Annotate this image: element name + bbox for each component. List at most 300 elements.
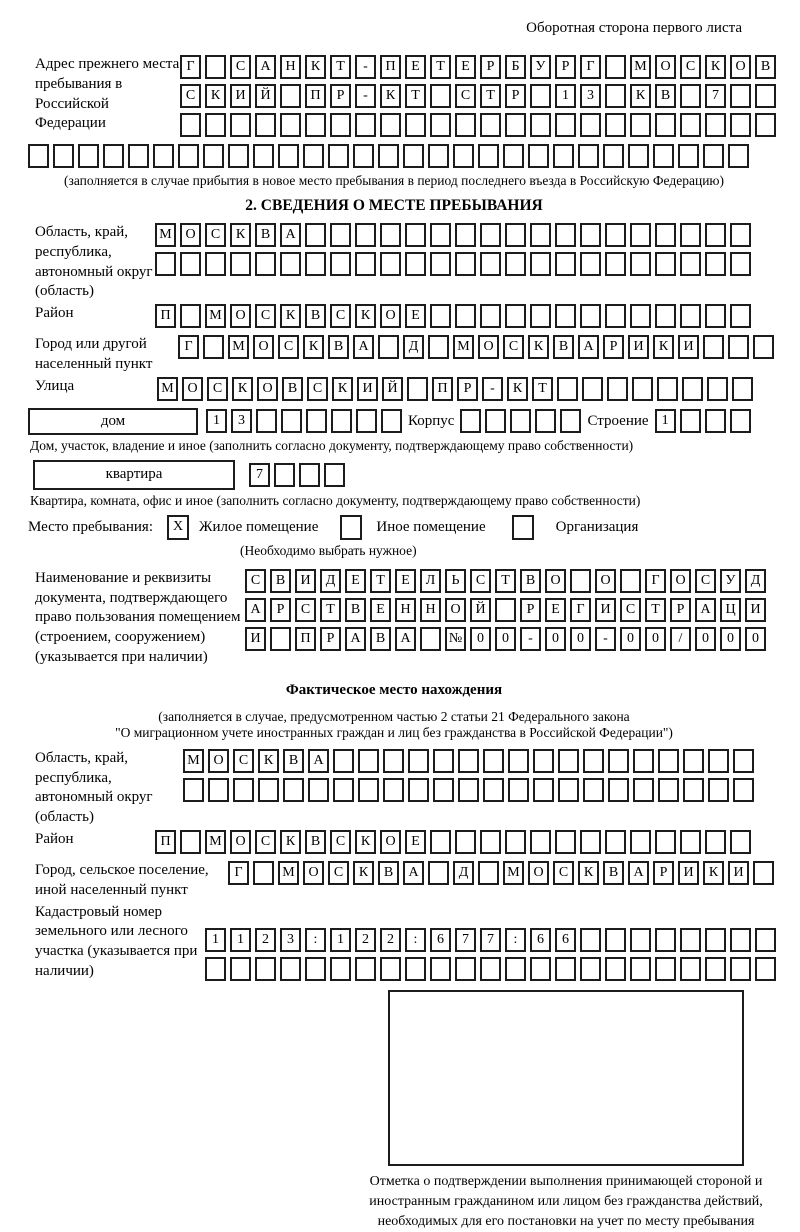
char-box (381, 409, 402, 433)
char-box (408, 749, 429, 773)
char-box (608, 749, 629, 773)
char-box (305, 252, 326, 276)
stroenie-label: Строение (587, 412, 649, 429)
char-box (306, 409, 327, 433)
char-box (455, 113, 476, 137)
char-box (630, 957, 651, 981)
char-box: К (258, 749, 279, 773)
char-box (630, 304, 651, 328)
dom-block (28, 408, 760, 435)
char-box: И (295, 569, 316, 593)
char-box (278, 144, 299, 168)
char-box: А (245, 598, 266, 622)
char-box: 3 (280, 928, 301, 952)
char-box: 6 (430, 928, 451, 952)
char-box (230, 113, 251, 137)
char-box (680, 223, 701, 247)
char-box (580, 830, 601, 854)
char-box (605, 957, 626, 981)
char-box: С (255, 304, 276, 328)
char-box (680, 84, 701, 108)
char-box: И (678, 861, 699, 885)
char-box: И (678, 335, 699, 359)
char-box (505, 223, 526, 247)
char-box: О (182, 377, 203, 401)
char-box (428, 144, 449, 168)
dom-number-row (206, 409, 402, 433)
char-box: 3 (231, 409, 252, 433)
char-box (281, 409, 302, 433)
char-box: 1 (655, 409, 676, 433)
char-box (605, 830, 626, 854)
char-box (208, 778, 229, 802)
char-box: В (378, 861, 399, 885)
char-box: О (545, 569, 566, 593)
char-box (428, 861, 449, 885)
char-box (605, 223, 626, 247)
char-box (480, 304, 501, 328)
char-box: Г (580, 55, 601, 79)
char-box (380, 113, 401, 137)
char-box: 0 (745, 627, 766, 651)
char-box: К (653, 335, 674, 359)
char-box (630, 223, 651, 247)
char-box (708, 749, 729, 773)
char-box: К (303, 335, 324, 359)
char-box (628, 144, 649, 168)
char-box: Г (228, 861, 249, 885)
char-box: К (528, 335, 549, 359)
char-box: Р (330, 84, 351, 108)
char-box (407, 377, 428, 401)
char-box: Т (532, 377, 553, 401)
char-box (580, 928, 601, 952)
char-box (755, 84, 776, 108)
char-box: А (403, 861, 424, 885)
char-box (485, 409, 506, 433)
char-box (605, 252, 626, 276)
char-box: Е (395, 569, 416, 593)
char-box (508, 749, 529, 773)
char-box: 0 (645, 627, 666, 651)
char-box: 0 (495, 627, 516, 651)
char-box (355, 113, 376, 137)
char-box: 0 (570, 627, 591, 651)
char-box (555, 252, 576, 276)
rayon-label: Район (35, 305, 74, 322)
char-box: К (280, 830, 301, 854)
char-box (205, 113, 226, 137)
char-box: Е (370, 598, 391, 622)
char-box: Р (670, 598, 691, 622)
char-box (255, 113, 276, 137)
char-box (703, 144, 724, 168)
char-box: Е (405, 304, 426, 328)
char-box: П (295, 627, 316, 651)
char-box: О (528, 861, 549, 885)
char-box (455, 252, 476, 276)
char-box (705, 928, 726, 952)
char-box (730, 252, 751, 276)
char-box (533, 778, 554, 802)
rayon-block (28, 304, 760, 333)
char-box (680, 304, 701, 328)
char-box: М (630, 55, 651, 79)
char-box: С (553, 861, 574, 885)
char-box (253, 144, 274, 168)
char-box: М (205, 304, 226, 328)
char-box (280, 84, 301, 108)
char-box: Р (603, 335, 624, 359)
char-box (280, 957, 301, 981)
char-box (430, 252, 451, 276)
char-box (705, 113, 726, 137)
char-box (733, 778, 754, 802)
char-box (655, 304, 676, 328)
char-box: Б (505, 55, 526, 79)
char-box: Ь (445, 569, 466, 593)
page-side-note: Оборотная сторона первого листа (526, 20, 742, 36)
char-box (378, 144, 399, 168)
char-box (680, 409, 701, 433)
char-box: С (207, 377, 228, 401)
dom-field: дом (28, 408, 198, 435)
char-box (730, 223, 751, 247)
char-box (253, 861, 274, 885)
char-box (755, 957, 776, 981)
char-box (705, 304, 726, 328)
char-box (103, 144, 124, 168)
char-box: 0 (620, 627, 641, 651)
char-box: Й (382, 377, 403, 401)
char-box: В (345, 598, 366, 622)
char-box: Д (320, 569, 341, 593)
char-box (505, 957, 526, 981)
char-box (570, 569, 591, 593)
char-box: Е (345, 569, 366, 593)
char-box (153, 144, 174, 168)
char-box (233, 778, 254, 802)
char-box: И (745, 598, 766, 622)
char-box (305, 223, 326, 247)
prev-address-label: Адрес прежнего места пребывания в Российской Федерации (35, 56, 180, 132)
char-box: В (283, 749, 304, 773)
fact-note-2: "О миграционном учете иностранных граждан и лиц без гражданства в Российской Федерации") (115, 724, 673, 740)
kvartira-number-row (249, 463, 345, 487)
stay-type-block (28, 515, 760, 540)
char-box: К (630, 84, 651, 108)
char-box: И (245, 627, 266, 651)
char-box: 1 (330, 928, 351, 952)
char-box (580, 252, 601, 276)
char-box: М (155, 223, 176, 247)
char-box: У (530, 55, 551, 79)
char-box (580, 113, 601, 137)
fact-oblast-row-1 (183, 749, 754, 773)
char-box (605, 55, 626, 79)
char-box (530, 957, 551, 981)
fact-note-1: (заполняется в случае, предусмотренном частью 2 статьи 21 Федерального закона (158, 708, 630, 724)
ulitsa-label: Улица (35, 377, 75, 394)
char-box (730, 84, 751, 108)
char-box: В (305, 830, 326, 854)
char-box (703, 335, 724, 359)
char-box (180, 113, 201, 137)
char-box (333, 778, 354, 802)
char-box: Р (320, 627, 341, 651)
char-box (505, 252, 526, 276)
char-box (274, 463, 295, 487)
char-box (178, 144, 199, 168)
char-box: А (308, 749, 329, 773)
char-box: : (405, 928, 426, 952)
char-box: П (155, 830, 176, 854)
char-box: С (695, 569, 716, 593)
char-box: С (180, 84, 201, 108)
char-box (530, 84, 551, 108)
char-box (658, 749, 679, 773)
char-box (433, 749, 454, 773)
char-box (405, 957, 426, 981)
char-box: Д (453, 861, 474, 885)
char-box (505, 304, 526, 328)
char-box: 2 (380, 928, 401, 952)
char-box (605, 928, 626, 952)
char-box: К (355, 830, 376, 854)
char-box (378, 335, 399, 359)
char-box: О (380, 304, 401, 328)
char-box: С (470, 569, 491, 593)
fact-gorod-block (28, 861, 760, 901)
char-box: И (357, 377, 378, 401)
char-box: Ц (720, 598, 741, 622)
char-box (328, 144, 349, 168)
char-box (356, 409, 377, 433)
char-box (753, 335, 774, 359)
char-box: Т (430, 55, 451, 79)
kvartira-caption: Квартира, комната, офис и иное (заполнить согласно документу, подтверждающему право собственности) (30, 492, 641, 508)
gorod-row (178, 335, 774, 359)
char-box (405, 252, 426, 276)
char-box: В (755, 55, 776, 79)
oblast-block (28, 223, 760, 302)
char-box (683, 749, 704, 773)
prev-address-row-1 (180, 55, 776, 79)
char-box (633, 749, 654, 773)
char-box (460, 409, 481, 433)
char-box: 2 (355, 928, 376, 952)
char-box: С (680, 55, 701, 79)
char-box (303, 144, 324, 168)
char-box: О (257, 377, 278, 401)
char-box (155, 252, 176, 276)
char-box: Д (745, 569, 766, 593)
char-box: А (395, 627, 416, 651)
char-box: П (305, 84, 326, 108)
char-box: 7 (705, 84, 726, 108)
kadastr-label: Кадастровый номер земельного или лесного участка (указывается при наличии) (35, 903, 198, 979)
kvartira-block (33, 460, 760, 490)
char-box: Р (505, 84, 526, 108)
fact-oblast-label: Область, край, республика, автономный округ (область) (35, 749, 153, 826)
stamp-caption: Отметка о подтверждении выполнения принимающей стороной и иностранным гражданином или лицом без гражданства действий, необходимых для его постановки на учет по месту пребывания (369, 1173, 763, 1230)
prev-address-footnote: (заполняется в случае прибытия в новое место пребывания в период последнего въезда в Российскую Федерацию) (63, 173, 725, 188)
korpus-label: Корпус (408, 412, 455, 429)
korpus-row (460, 409, 581, 433)
char-box (528, 144, 549, 168)
char-box: Г (645, 569, 666, 593)
char-box: С (233, 749, 254, 773)
char-box (180, 830, 201, 854)
char-box (355, 252, 376, 276)
char-box (753, 861, 774, 885)
char-box (730, 113, 751, 137)
char-box: 7 (480, 928, 501, 952)
char-box (420, 627, 441, 651)
char-box (430, 304, 451, 328)
char-box: И (628, 335, 649, 359)
char-box (455, 830, 476, 854)
char-box (510, 409, 531, 433)
char-box: У (720, 569, 741, 593)
char-box: Л (420, 569, 441, 593)
char-box (405, 223, 426, 247)
char-box (305, 957, 326, 981)
char-box (705, 252, 726, 276)
char-box: 3 (580, 84, 601, 108)
char-box (453, 144, 474, 168)
char-box: В (255, 223, 276, 247)
char-box (633, 778, 654, 802)
option-inoe-label: Иное помещение (376, 518, 486, 535)
char-box (480, 830, 501, 854)
char-box: Т (645, 598, 666, 622)
char-box: О (445, 598, 466, 622)
section2-title: 2. СВЕДЕНИЯ О МЕСТЕ ПРЕБЫВАНИЯ (245, 197, 543, 214)
char-box (330, 252, 351, 276)
char-box: К (705, 55, 726, 79)
char-box: М (228, 335, 249, 359)
char-box: Р (270, 598, 291, 622)
char-box: Р (555, 55, 576, 79)
char-box (553, 144, 574, 168)
char-box (530, 830, 551, 854)
char-box (205, 957, 226, 981)
char-box: К (232, 377, 253, 401)
char-box (480, 223, 501, 247)
char-box (380, 252, 401, 276)
checkbox-inoe (340, 515, 362, 540)
char-box (535, 409, 556, 433)
char-box (605, 113, 626, 137)
char-box (355, 223, 376, 247)
char-box (705, 409, 726, 433)
char-box: А (628, 861, 649, 885)
char-box (480, 113, 501, 137)
char-box: - (355, 55, 376, 79)
char-box (580, 304, 601, 328)
fact-oblast-block (28, 749, 760, 828)
char-box: 7 (455, 928, 476, 952)
char-box (705, 830, 726, 854)
char-box (455, 957, 476, 981)
char-box (555, 113, 576, 137)
char-box: М (453, 335, 474, 359)
char-box (280, 113, 301, 137)
char-box: 0 (545, 627, 566, 651)
char-box (358, 749, 379, 773)
char-box: 1 (205, 928, 226, 952)
char-box (578, 144, 599, 168)
char-box (732, 377, 753, 401)
kadastr-row-1 (205, 928, 776, 952)
char-box (730, 409, 751, 433)
prev-address-row-4 (28, 144, 760, 168)
char-box: 6 (555, 928, 576, 952)
char-box (358, 778, 379, 802)
char-box (603, 144, 624, 168)
char-box: 1 (555, 84, 576, 108)
checkbox-zhiloe: X (167, 515, 189, 540)
char-box: С (295, 598, 316, 622)
char-box: О (655, 55, 676, 79)
char-box (680, 928, 701, 952)
char-box (605, 304, 626, 328)
char-box (380, 223, 401, 247)
char-box (480, 252, 501, 276)
char-box: К (332, 377, 353, 401)
char-box (503, 144, 524, 168)
char-box: С (328, 861, 349, 885)
char-box: В (603, 861, 624, 885)
char-box: Н (420, 598, 441, 622)
char-box (683, 778, 704, 802)
char-box (555, 223, 576, 247)
char-box (557, 377, 578, 401)
char-box (430, 957, 451, 981)
char-box: В (553, 335, 574, 359)
char-box: М (183, 749, 204, 773)
char-box (653, 144, 674, 168)
char-box (324, 463, 345, 487)
char-box: Р (520, 598, 541, 622)
char-box (730, 304, 751, 328)
char-box (558, 749, 579, 773)
char-box: - (355, 84, 376, 108)
prev-address-row-3 (180, 113, 776, 137)
char-box (530, 252, 551, 276)
char-box: С (205, 223, 226, 247)
char-box (280, 252, 301, 276)
char-box (530, 223, 551, 247)
char-box: : (305, 928, 326, 952)
char-box: Н (280, 55, 301, 79)
char-box (255, 252, 276, 276)
char-box (730, 957, 751, 981)
char-box: 0 (470, 627, 491, 651)
stroenie-row (655, 409, 751, 433)
char-box (308, 778, 329, 802)
char-box (555, 304, 576, 328)
char-box: Е (405, 55, 426, 79)
char-box: Е (545, 598, 566, 622)
char-box (730, 830, 751, 854)
char-box (430, 223, 451, 247)
stay-type-note: (Необходимо выбрать нужное) (240, 542, 417, 558)
char-box: В (282, 377, 303, 401)
char-box (403, 144, 424, 168)
char-box (733, 749, 754, 773)
